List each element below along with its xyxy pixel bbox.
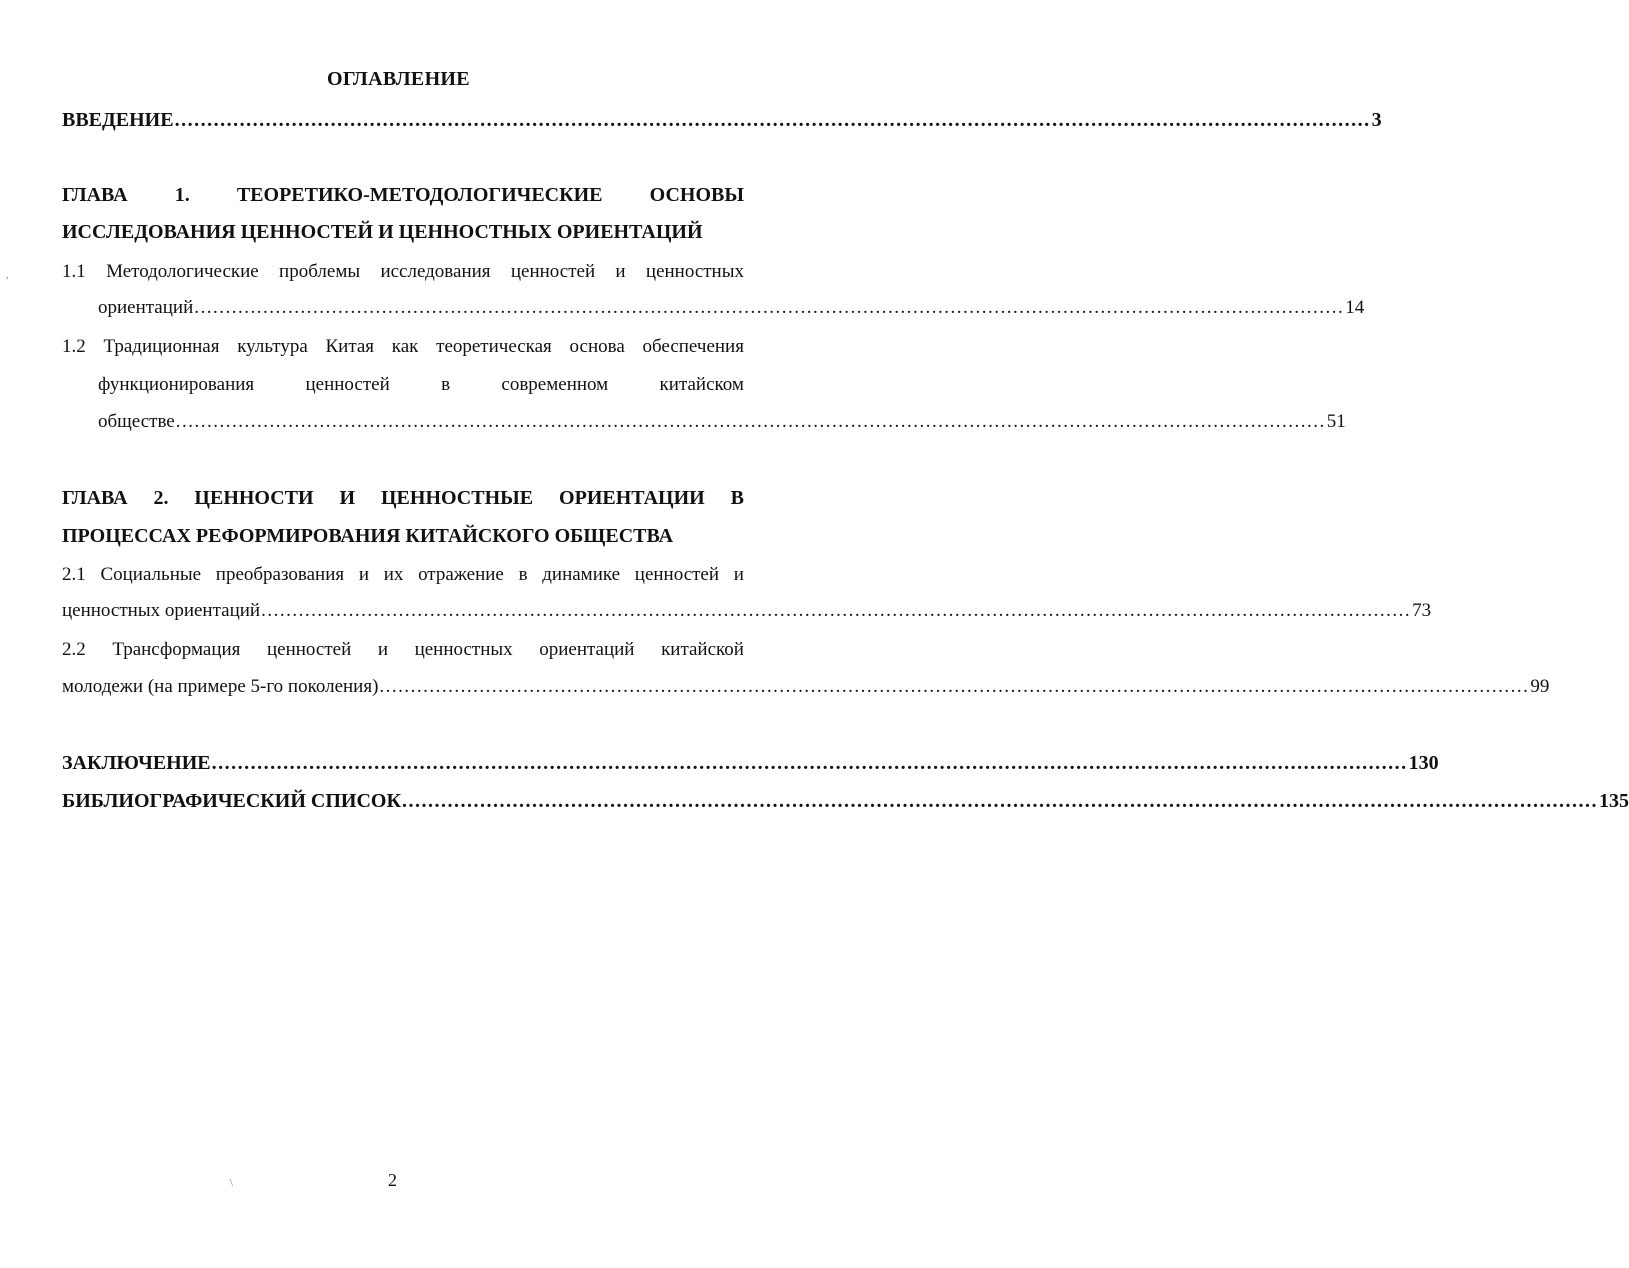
toc-section-1-2-line3[interactable] xyxy=(98,410,1346,434)
toc-entry-page: 135 xyxy=(1598,790,1629,812)
toc-entry-label: обществе xyxy=(98,411,175,432)
section-word: культура xyxy=(237,336,308,357)
section-word: исследования xyxy=(380,261,491,282)
toc-entry-bibliography[interactable] xyxy=(62,789,1629,813)
chapter1-heading-line2[interactable] xyxy=(62,220,744,244)
dot-leader: ........................................................................................................................................................................................ xyxy=(175,411,1326,432)
section-word: Традиционная xyxy=(103,336,220,357)
heading-word: ТЕОРЕТИКО-МЕТОДОЛОГИЧЕСКИЕ xyxy=(236,184,603,206)
toc-entry-page: 99 xyxy=(1530,676,1550,697)
toc-section-2-1-line1[interactable] xyxy=(62,563,744,587)
heading-word: ОСНОВЫ xyxy=(649,184,744,206)
section-word: функционирования xyxy=(98,374,255,395)
section-word: динамике xyxy=(542,564,621,585)
toc-entry-label: ВВЕДЕНИЕ xyxy=(62,109,174,131)
toc-section-1-1-line2[interactable] xyxy=(98,296,1365,320)
toc-entry-label: ЗАКЛЮЧЕНИЕ xyxy=(62,752,211,774)
section-word: и xyxy=(733,564,744,585)
dot-leader: ........................................................................................................................................................................................ xyxy=(261,600,1412,621)
section-word: ценностей xyxy=(266,639,352,660)
chapter1-heading-line1[interactable] xyxy=(62,183,744,207)
chapter2-heading-line1[interactable] xyxy=(62,486,744,510)
toc-entry-intro[interactable] xyxy=(62,108,1382,132)
scan-speck: , xyxy=(6,270,9,281)
section-word: Трансформация xyxy=(112,639,241,660)
toc-entry-label: ориентаций xyxy=(98,297,194,318)
section-word: в xyxy=(441,374,451,395)
heading-word: ОРИЕНТАЦИИ xyxy=(559,487,705,509)
section-word: современном xyxy=(501,374,609,395)
toc-entry-label: БИБЛИОГРАФИЧЕСКИЙ СПИСОК xyxy=(62,790,401,812)
section-word: обеспечения xyxy=(642,336,744,357)
dot-leader: ........................................................................................................................................................................................ xyxy=(401,790,1598,812)
toc-entry-page: 130 xyxy=(1408,752,1439,774)
section-word: проблемы xyxy=(279,261,361,282)
section-word: ценностей xyxy=(634,564,720,585)
section-word: теоретическая xyxy=(436,336,552,357)
section-word: и xyxy=(358,564,369,585)
dot-leader: ........................................................................................................................................................................................ xyxy=(174,109,1371,131)
heading-word: ЦЕННОСТНЫЕ xyxy=(380,487,534,509)
section-word: ценностей xyxy=(305,374,390,395)
section-word: Китая xyxy=(325,336,375,357)
toc-entry-conclusion[interactable] xyxy=(62,751,1439,775)
heading-word: И xyxy=(339,487,356,509)
section-word: основа xyxy=(569,336,625,357)
chapter2-heading-line2[interactable] xyxy=(62,524,744,548)
heading-word: ГЛАВА xyxy=(62,184,128,206)
toc-section-1-1-line1[interactable] xyxy=(62,260,744,284)
section-word: китайском xyxy=(659,374,744,395)
toc-section-2-1-line2[interactable] xyxy=(62,599,1432,623)
section-word: Социальные xyxy=(100,564,202,585)
section-word: преобразования xyxy=(215,564,345,585)
scan-speck: \ xyxy=(230,1178,233,1189)
toc-section-2-2-line2[interactable] xyxy=(62,675,1550,699)
page-number: 2 xyxy=(388,1170,397,1190)
dot-leader: ........................................................................................................................................................................................ xyxy=(211,752,1408,774)
section-word: 2.1 xyxy=(62,564,86,585)
section-word: отражение xyxy=(418,564,504,585)
section-word: в xyxy=(518,564,528,585)
toc-section-2-2-line1[interactable] xyxy=(62,638,744,662)
toc-entry-label: ценностных ориентаций xyxy=(62,600,261,621)
toc-section-1-2-line1[interactable] xyxy=(62,335,744,359)
heading-word: 1. xyxy=(174,184,190,206)
section-word: Методологические xyxy=(106,261,259,282)
section-word: ориентаций xyxy=(539,639,635,660)
toc-entry-page: 14 xyxy=(1345,297,1365,318)
section-word: их xyxy=(383,564,404,585)
section-word: и xyxy=(615,261,626,282)
page-title: ОГЛАВЛЕНИЕ xyxy=(327,68,470,90)
section-word: китайской xyxy=(661,639,744,660)
toc-entry-label: молодежи (на примере 5-го поколения) xyxy=(62,676,379,697)
section-word: 1.2 xyxy=(62,336,86,357)
dot-leader: ........................................................................................................................................................................................ xyxy=(194,297,1345,318)
heading-text: ПРОЦЕССАХ РЕФОРМИРОВАНИЯ КИТАЙСКОГО ОБЩЕСТВА xyxy=(62,525,674,547)
heading-word: ЦЕННОСТИ xyxy=(194,487,314,509)
heading-word: 2. xyxy=(153,487,169,509)
heading-text: ИССЛЕДОВАНИЯ ЦЕННОСТЕЙ И ЦЕННОСТНЫХ ОРИЕНТАЦИЙ xyxy=(62,221,703,243)
toc-entry-page: 51 xyxy=(1326,411,1346,432)
section-word: 1.1 xyxy=(62,261,86,282)
section-word: и xyxy=(377,639,388,660)
toc-entry-page: 3 xyxy=(1371,109,1382,131)
toc-section-1-2-line2[interactable] xyxy=(98,373,744,397)
dot-leader: ........................................................................................................................................................................................ xyxy=(379,676,1530,697)
toc-entry-page: 73 xyxy=(1412,600,1432,621)
section-word: 2.2 xyxy=(62,639,86,660)
section-word: ценностных xyxy=(645,261,744,282)
section-word: ценностей xyxy=(510,261,596,282)
section-word: ценностных xyxy=(414,639,513,660)
heading-word: ГЛАВА xyxy=(62,487,128,509)
heading-word: В xyxy=(730,487,744,509)
section-word: как xyxy=(391,336,419,357)
